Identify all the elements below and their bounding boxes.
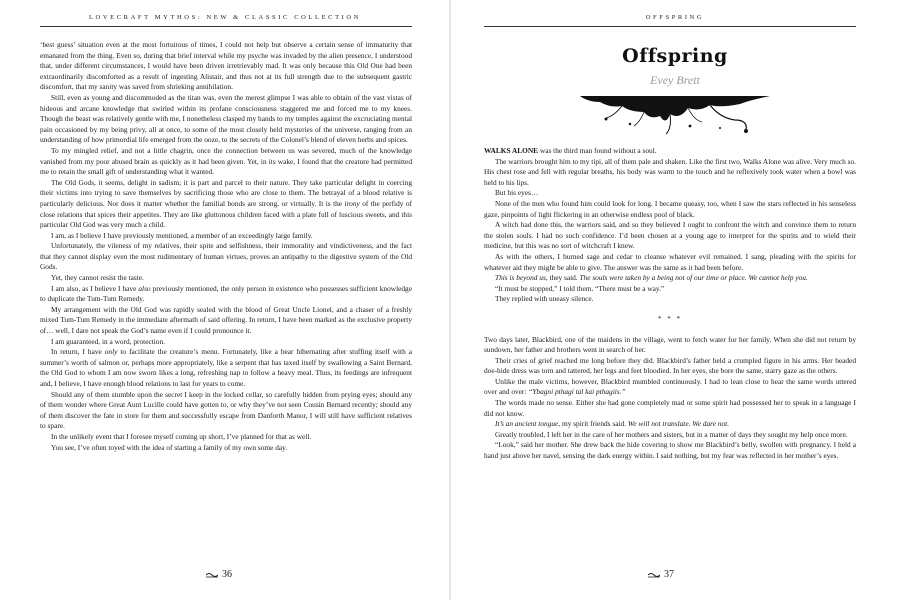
paragraph-text: This is beyond us,: [495, 273, 548, 283]
paragraph-text: of the perfidy of close relations that spices their appetites. They are like gluttonous children faced with a plate full of luscious sweets, and this particular Old God was very much a child.: [40, 198, 412, 230]
paragraph: [484, 294, 856, 305]
story-title: Offspring: [622, 45, 728, 67]
paragraph-text: I am also, as I believe I have: [51, 283, 139, 293]
paragraph: [40, 146, 412, 178]
page-number-left-value: 36: [222, 569, 232, 580]
paragraph-text: “Ybagni pthagi tal kai pthagiis.”: [528, 387, 626, 397]
paragraph: [484, 440, 856, 461]
paragraph-text: “Look,” said her mother. She drew back the hide covering to show me Blackbird’s belly, swollen with pregnancy. I held a hand just above her navel, sensing the dark energy within. I said nothing, but my fear was reflected in her mother’s eyes.: [484, 440, 856, 461]
paragraph-text: We will not translate. We dare not.: [627, 419, 730, 429]
paragraph-text: None of the men who found him could look for long. I became queasy, too, when I saw the stars reflected in his senseless gaze, pinpoints of light flickering in an otherwise endless pool of black.: [484, 198, 856, 219]
paragraph: [40, 93, 412, 146]
paragraph-text: The souls were taken by a being not of our time or place. We cannot help you.: [579, 273, 808, 283]
paragraph-text: also: [138, 283, 151, 293]
running-header-right: OFFSPRING: [645, 14, 705, 21]
paragraph-text: ‘best guess’ situation even at the most fortuitous of times, I could not help but observe a certain sense of immaturity that emanated from the thing. Even so, during that brief interval while my psyche was invaded by the alien presence, I understood that, under different circumstances, I would have been driven irretrievably mad. It was only because this Old One had been extraordinarily discomforted as a result of ingesting Alistair, and thus not at its full strength due to the subsequent gastric discomfort, that my sanity was saved from shrieking annihilation.: [40, 40, 412, 92]
paragraph-text: It’s an ancient tongue,: [495, 419, 561, 429]
paragraph-text: I am, as I believe I have previously mentioned, a member of an exceedingly large family.: [51, 230, 313, 240]
folio-ornament-icon: [648, 572, 660, 578]
paragraph: [40, 241, 412, 273]
scene-break: * * *: [658, 314, 682, 323]
paragraph: [484, 284, 856, 295]
paragraph-text: Unlike the male victims, however, Blackbird mumbled continuously. I had to lean close to hear the same words uttered over and over:: [484, 376, 856, 397]
paragraph-text: My arrangement with the Old God was rapidly sealed with the blood of Great Uncle Lionel, and a chaser of a freshly mixed Tum-Tum Remedy in the immediate aftermath of said offering. In return, I have been marked as the exclusive property of… well, I dare not speak the God’s name even if I could pronounce it.: [40, 304, 412, 336]
paragraph-text: Greatly troubled, I left her in the care of her mothers and sisters, but in a matter of days they sought my help once more.: [495, 429, 848, 439]
paragraph-text: WALKS ALONE: [484, 146, 539, 155]
paragraph: [484, 146, 856, 157]
folio-ornament-icon: [206, 572, 218, 578]
paragraph-text: only: [104, 347, 118, 357]
paragraph: [484, 377, 856, 398]
running-header-left: LOVECRAFT MYTHOS: NEW & CLASSIC COLLECTION: [88, 14, 361, 21]
story-continuation: [484, 335, 856, 462]
paragraph-text: Unfortunately, the vileness of my relatives, their spite and selfishness, their immorality and vindictiveness, and the fact that they cannot display even the most rudimentary of human virtues, proves an antipathy to the digestive system of the Old Gods.: [40, 241, 412, 272]
title-ornament-icon: [570, 90, 780, 138]
paragraph: [484, 188, 856, 199]
paragraph-text: Should any of them stumble upon the secret I keep in the locked cellar, so carefully hidden from prying eyes; should any of them wonder where Great Aunt Lucille could have gotten to, or why they’ve not seen Cousin Bernard recently; should any of them discover the fate in store for them and successfully escape from Danforth Manor, I will still have sufficient relatives to spare.: [40, 389, 412, 431]
paragraph-text: In return, I have: [51, 347, 105, 357]
paragraph-text: As with the others, I burned sage and cedar to cleanse whatever evil remained. I sang, pleading with the spirits for whatever aid they might be able to give. The answer was the same as it had been before.: [484, 251, 856, 272]
paragraph-text: The Old Gods, it seems, delight in sadism; it is part and parcel to their nature. They take particular delight in coercing their victims into trying to save themselves by sacrificing those who are close to them. The betrayal of a blood relative is particularly delicious. Nor does it matter whether the familial bonds are strong, or virtually. It is the: [40, 177, 412, 208]
paragraph: [484, 157, 856, 189]
paragraph: [484, 273, 856, 284]
paragraph-text: my spirit friends said.: [560, 419, 628, 429]
paragraph: [484, 419, 856, 430]
paragraph-text: Two days later, Blackbird, one of the maidens in the village, went to fetch water for her family. When she did not return by sundown, her father and brothers went in search of her.: [484, 334, 856, 355]
paragraph-text: To my mingled relief, and not a little chagrin, once the connection between us was severed, much of the knowledge vanished from my poor abused brain as quickly as it had been given. Yet, in its wake, I found that the creature had permitted me to retain the small gift of understanding what it wanted.: [40, 145, 412, 177]
paragraph-text: A witch had done this, the warriors said, and so they believed I ought to confront the witch and convince them to return the stolen souls. I had no such confidence. I’d been chosen at a young age to interpret for the spirits and to wield their medicine, but this was no sort of witchcraft I knew.: [484, 220, 856, 251]
paragraph: [40, 443, 412, 454]
paragraph: [484, 199, 856, 220]
paragraph: [484, 252, 856, 273]
header-rule-right: [484, 26, 856, 27]
paragraph: [484, 335, 856, 356]
right-body-text: [484, 146, 856, 462]
paragraph: [40, 337, 412, 348]
paragraph-text: was the third man found without a soul.: [538, 146, 657, 155]
paragraph: [40, 390, 412, 432]
paragraph-text: But his eyes…: [495, 188, 539, 198]
paragraph: [484, 430, 856, 441]
paragraph-text: The words made no sense. Either she had gone completely mad or some spirit had possessed her to speak in a language I did not know.: [484, 398, 856, 418]
paragraph: [484, 398, 856, 419]
paragraph-text: Yet, they cannot resist the taste.: [51, 273, 144, 283]
paragraph: [40, 305, 412, 337]
paragraph-text: they said.: [547, 273, 580, 283]
page-number-right: [648, 569, 674, 580]
right-page: [450, 0, 900, 600]
paragraph: [40, 273, 412, 284]
paragraph: [40, 284, 412, 305]
paragraph-text: They replied with uneasy silence.: [495, 294, 594, 304]
paragraph: [40, 40, 412, 93]
paragraph: [40, 178, 412, 231]
paragraph-text: The warriors brought him to my tipi, all of them pale and shaken. Like the first two, Walks Alone was alive. Very much so. His chest rose and fell with regular breaths, his body was warm to the touch and he reflexively took water when a bowl was held to his lips.: [484, 156, 856, 187]
paragraph-text: previously mentioned, the only person in existence who possesses sufficient knowledge to duplicate the Tum-Tum Remedy.: [40, 283, 412, 304]
paragraph: [484, 356, 856, 377]
paragraph-text: I am guaranteed, in a word, protection.: [51, 336, 165, 346]
left-body-text: [40, 40, 412, 453]
paragraph-text: Still, even as young and discommoded as the titan was, even the merest glimpse I was able to obtain of the vast vistas of hideous and arcane knowledge that swirled within its profane consciousness staggered me and forced me to my knees. Though the beast was relatively gentle with me, I nonetheless clasped my hands to my temples against the excruciating mental pain occasioned by my being privy, all at once, to some of the most closely held mysteries of the universe, ranging from an understanding of how primordial life emerged from the ooze, to the secrets of the Colonel’s blend of eleven herbs and spices.: [40, 92, 412, 145]
page-number-right-value: 37: [664, 569, 674, 580]
paragraph: [40, 231, 412, 242]
story-opening: [484, 146, 856, 305]
story-author: Evey Brett: [650, 73, 700, 87]
paragraph-text: In the unlikely event that I foresee myself coming up short, I’ve planned for that as well.: [51, 431, 312, 441]
paragraph-text: You see, I’ve often toyed with the idea of starting a family of my own some day.: [51, 442, 288, 452]
paragraph-text: Their cries of grief reached me long before they did. Blackbird’s father held a crumpled figure in his arms. Her beaded doe-hide dress was torn and tattered, her legs and feet bloodied. In her eyes, she bore the same, starry gaze as the others.: [484, 355, 856, 376]
paragraph: [40, 347, 412, 389]
paragraph: [484, 220, 856, 252]
page-number-left: [206, 569, 232, 580]
paragraph-text: to facilitate the creature’s menu. Fortunately, like a bear hibernating after stuffing itself with a summer’s worth of salmon or, perhaps more appropriately, like a serpent that has taxed itself by swallowing a Saint Bernard, the Old God to whom I am now sworn likes a long, refreshing nap to follow a heavy meal. Thus, its feedings are infrequent and, I believe, I have enough blood relations to last for years to come.: [40, 347, 412, 388]
paragraph: [40, 432, 412, 443]
paragraph-text: irony: [344, 198, 360, 208]
paragraph-text: “It must be stopped,” I told them. “There must be a way.”: [495, 283, 665, 293]
header-rule-left: [40, 26, 412, 27]
